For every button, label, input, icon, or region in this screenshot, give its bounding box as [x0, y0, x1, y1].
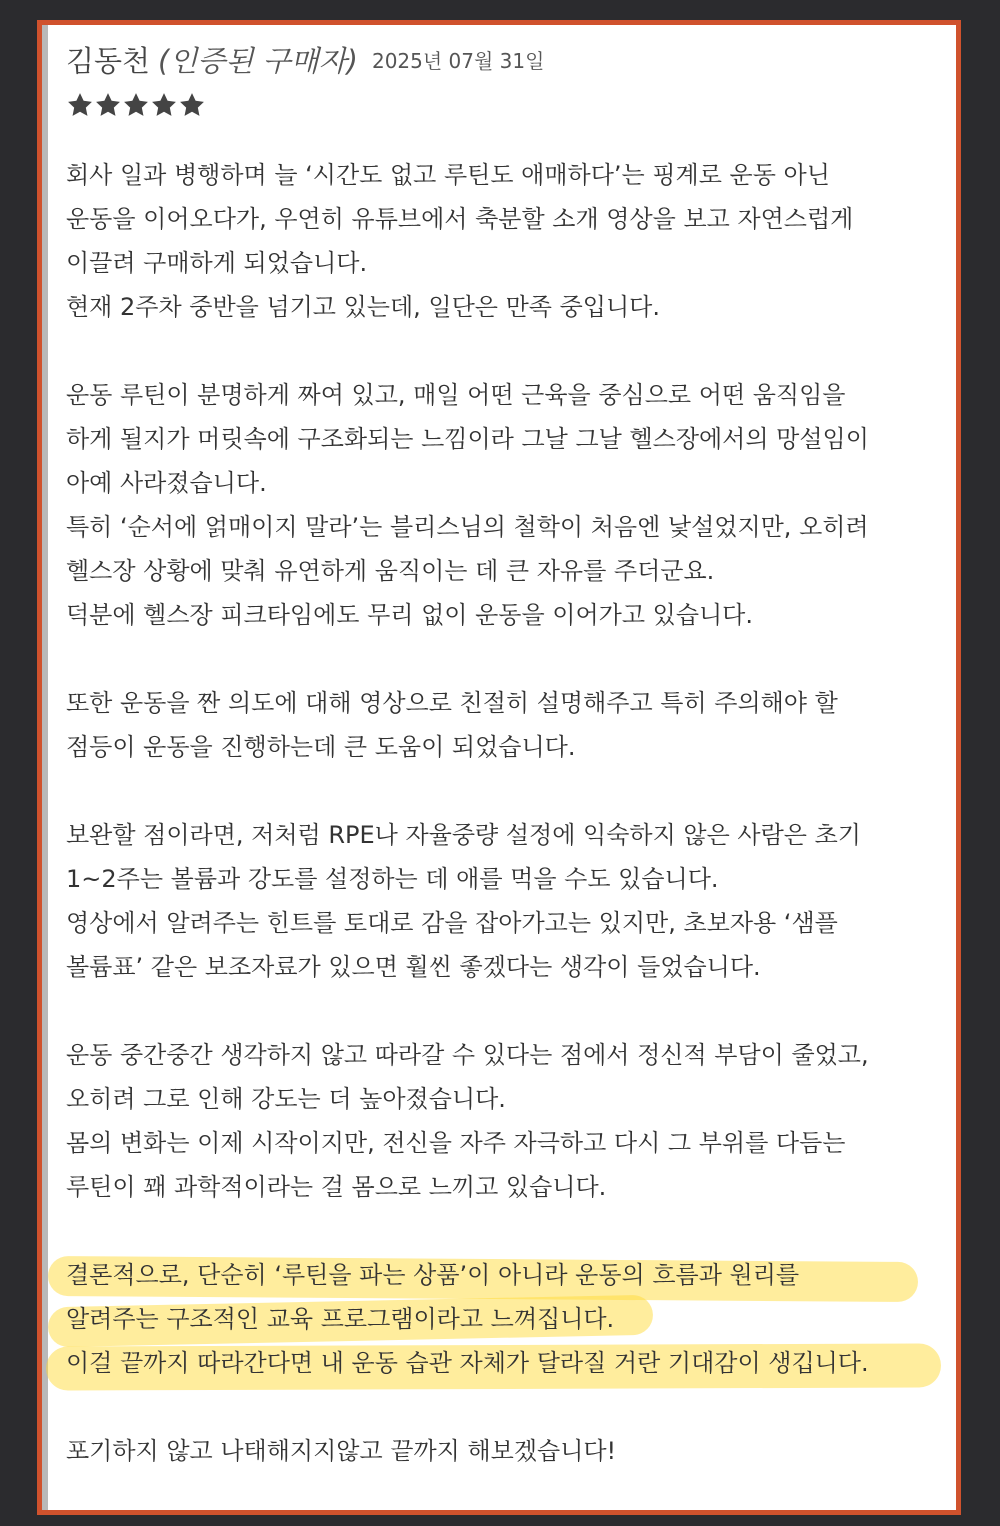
review-line: 이걸 끝까지 따라간다면 내 운동 습관 자체가 달라질 거란 기대감이 생깁니다.: [66, 1349, 869, 1377]
review-paragraph: [66, 681, 946, 769]
review-paragraph: [66, 813, 946, 989]
star-icon: [122, 91, 150, 119]
star-icon: [66, 91, 94, 119]
review-line: 몸의 변화는 이제 시작이지만, 전신을 자주 자극하고 다시 그 부위를 다듬는: [66, 1129, 846, 1157]
review-line: 보완할 점이라면, 저처럼 RPE나 자율중량 설정에 익숙하지 않은 사람은 초기: [66, 821, 861, 849]
review-line: 운동을 이어오다가, 우연히 유튜브에서 축분할 소개 영상을 보고 자연스럽게: [66, 205, 854, 233]
paragraph-gap: [66, 1209, 946, 1253]
star-icon: [94, 91, 122, 119]
review-line: 아예 사라졌습니다.: [66, 469, 267, 497]
review-header: [66, 39, 544, 80]
highlighted-paragraph: [66, 1253, 946, 1385]
star-icon: [178, 91, 206, 119]
review-line: 알려주는 구조적인 교육 프로그램이라고 느껴집니다.: [66, 1305, 615, 1333]
verified-buyer-label: (인증된 구매자): [158, 44, 358, 78]
review-line: 또한 운동을 짠 의도에 대해 영상으로 친절히 설명해주고 특히 주의해야 할: [66, 689, 838, 717]
review-line: 특히 ‘순서에 얽매이지 말라’는 블리스님의 철학이 처음엔 낯설었지만, 오히려: [66, 513, 869, 541]
review-line: 하게 될지가 머릿속에 구조화되는 느낌이라 그날 그날 헬스장에서의 망설임이: [66, 425, 869, 453]
review-line: 점등이 운동을 진행하는데 큰 도움이 되었습니다.: [66, 733, 576, 761]
review-line: 덕분에 헬스장 피크타임에도 무리 없이 운동을 이어가고 있습니다.: [66, 601, 753, 629]
review-line: 운동 루틴이 분명하게 짜여 있고, 매일 어떤 근육을 중심으로 어떤 움직임을: [66, 381, 846, 409]
review-line: 결론적으로, 단순히 ‘루틴을 파는 상품’이 아니라 운동의 흐름과 원리를: [66, 1261, 800, 1289]
paragraph-gap: [66, 1385, 946, 1429]
review-line: 운동 중간중간 생각하지 않고 따라갈 수 있다는 점에서 정신적 부담이 줄었고,: [66, 1041, 869, 1069]
review-line: 오히려 그로 인해 강도는 더 높아졌습니다.: [66, 1085, 506, 1113]
review-line: 포기하지 않고 나태해지지않고 끝까지 해보겠습니다!: [66, 1437, 617, 1465]
paragraph-gap: [66, 989, 946, 1033]
reviewer-name: 김동천: [66, 44, 151, 78]
review-line: 회사 일과 병행하며 늘 ‘시간도 없고 루틴도 애매하다’는 핑계로 운동 아닌: [66, 161, 830, 189]
review-paragraph: [66, 373, 946, 637]
paragraph-gap: [66, 769, 946, 813]
paragraph-gap: [66, 637, 946, 681]
star-rating: [66, 91, 206, 119]
review-line: 이끌려 구매하게 되었습니다.: [66, 249, 368, 277]
review-line: 볼륨표’ 같은 보조자료가 있으면 훨씬 좋겠다는 생각이 들었습니다.: [66, 953, 761, 981]
card-edge-shadow: [42, 25, 48, 1510]
review-card: [37, 20, 961, 1515]
review-paragraph: [66, 1429, 946, 1473]
star-icon: [150, 91, 178, 119]
review-text: [66, 153, 946, 1473]
review-line: 루틴이 꽤 과학적이라는 걸 몸으로 느끼고 있습니다.: [66, 1173, 607, 1201]
review-line: 1~2주는 볼륨과 강도를 설정하는 데 애를 먹을 수도 있습니다.: [66, 865, 719, 893]
review-line: 헬스장 상황에 맞춰 유연하게 움직이는 데 큰 자유를 주더군요.: [66, 557, 715, 585]
review-line: 영상에서 알려주는 힌트를 토대로 감을 잡아가고는 있지만, 초보자용 ‘샘플: [66, 909, 838, 937]
review-paragraph: [66, 153, 946, 329]
review-paragraph: [66, 1033, 946, 1209]
review-line: 현재 2주차 중반을 넘기고 있는데, 일단은 만족 중입니다.: [66, 293, 660, 321]
review-date: 2025년 07월 31일: [371, 49, 545, 73]
paragraph-gap: [66, 329, 946, 373]
